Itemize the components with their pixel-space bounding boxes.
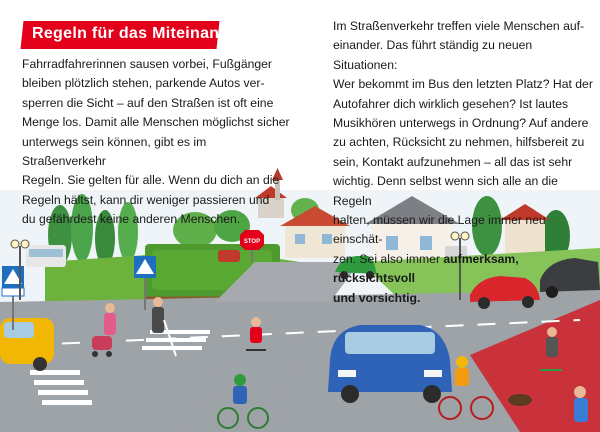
intro-paragraph-right [333,17,595,308]
intro-paragraph-right-text: Im Straßenverkehr treffen viele Menschen auf- einander. Das führt ständig zu neuen Situationen: Wer bekommt im Bus den letzten Platz? Hat der Autofahrer dich wirklich gesehen? Ist lautes Musikhören unterwegs in Ordnung? Auf andere zu achten, Rücksicht zu nehmen, hilfsbereit zu sein, Kontakt aufzunehmen – all das ist sehr wichtig. Denn selbst wenn sich alle an die Regeln halten, müssen wir die Lage immer neu einschät- zen. Sei also immer [333,19,593,266]
page-title: Regeln für das Miteinander [32,25,246,42]
intro-paragraph-left: Fahrradfahrerinnen sausen vorbei, Fußgänger bleiben plötzlich stehen, parkende Autos ver- sperren die Sicht – auf den Straßen ist oft eine Menge los. Damit alle Menschen möglichst sicher unterwegs sein können, gibt es im Straßenverkehr Regeln. Sie gelten für alle. Wenn du dich an die Regeln hältst, kann dir weniger passieren und du gefährdest keine anderen Menschen. [22,57,290,227]
stop-sign-text: STOP [243,239,261,245]
blue-car [328,325,452,403]
bus [26,245,66,267]
crosswalk-center [142,330,210,350]
intro-paragraph-right-emphasis: aufmerksam, rücksichtsvoll und vorsichtig. [333,251,519,305]
yellow-car [0,318,54,371]
red-parked-car [218,250,240,262]
